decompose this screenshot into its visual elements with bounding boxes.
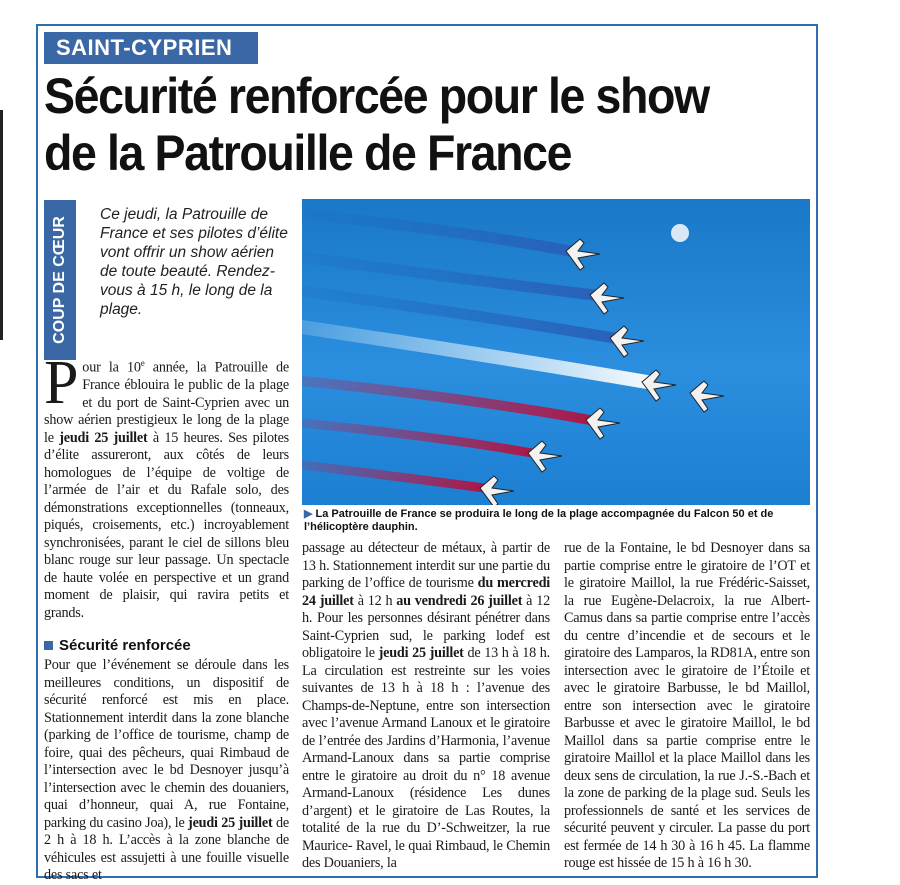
body-text: de 13 h à 18 h. La circulation est restreinte sur les voies suivantes de 13 h à 18 h : l’avenue des Champs-de-Neptune, entre son intersection avec l’avenue Armand Lanoux et le giratoire de l’entrée des Jardins d’Harmonia, l’avenue Armand-Lanoux dans sa partie comprise entre le giratoire au droit du n° 18 avenue Armand-Lanoux (résidence Les dunes d’argent) et le giratoire de Las Routes, la totalité de la rue du D’-Schweitzer, la rue Maurice- Ravel, le quai Rimbaud, le Chemin des Douaniers, la	[302, 645, 550, 871]
caption-bullet-icon: ▶	[304, 508, 313, 520]
patrouille-photo	[302, 199, 810, 505]
superscript: e	[140, 358, 145, 368]
trail-red-2	[302, 423, 532, 453]
body-text: année, la Patrouille de France éblouira le public de la plage et du port de Saint-Cyprien avec un show aérien prestigieux le long de la plage le	[44, 359, 289, 446]
body-text: rue de la Fontaine, le bd Desnoyer dans sa partie comprise entre le giratoire de l’OT et le giratoire Maillol, la rue Frédéric-Saisset, la rue Eugène-Delacroix, la rue Albert-Camus dans sa partie comprise entre l’accès du centre d’incendie et de secours et le giratoire des Lamparos, la RD81A, entre son intersection avec le giratoire de l’Étoile et avec le giratoire Barbusse, le bd Maillol, entre son intersection avec le giratoire Barbusse et avec le giratoire Maillol, le bd Maillol dans sa partie comprise entre le giratoire Maillol et la place Maillol dans les deux sens de circulation, la rue J.-S.-Bach et la zone de parking de la plage sud. Seuls les professionnels de santé et les services de sécurité peuvent y circuler. La passe du port est fermée de 14 h 30 à 16 h 45. La flamme rouge est hissée de 15 h à 16 h 30.	[564, 540, 810, 871]
date-highlight: jeudi 25 juillet	[378, 645, 464, 661]
jet-icon	[566, 239, 600, 270]
body-text: à 12 h. Pour les personnes désirant pénétrer dans Saint-Cyprien sud, le parking lodef est obligatoire le	[302, 592, 550, 661]
body-text: passage au détecteur de métaux, à partir de 13 h. Stationnement interdit sur une partie du parking de l’office de tourisme	[302, 540, 550, 591]
trail-red-1	[302, 381, 590, 420]
headline	[44, 68, 760, 182]
jet-icon	[528, 441, 562, 472]
caption-text: La Patrouille de France se produira le long de la plage accompagnée du Falcon 50 et de l’hélicoptère dauphin.	[304, 508, 774, 533]
body-column-1	[44, 349, 290, 622]
date-highlight: jeudi 25 juillet	[188, 814, 273, 831]
body-column-3	[564, 540, 810, 873]
body-text: de 2 h à 18 h. L’accès à la zone blanche de véhicules est assujetti à une fouille visuelle des sacs et	[44, 814, 289, 883]
trail-red-3	[302, 465, 484, 488]
jet-icon	[590, 283, 624, 314]
body-text: à 15 heures. Ses pilotes d’élite assureront, aux côtés de leurs homologues de l’équipe de voltige de l’armée de l’air et du Rafale solo, des démonstrations exceptionnelles (tonneaux, piqués, croisements, etc.) incroyablement synchronisées, parant le ciel de sillons bleu blanc rouge sur leur passage. Un spectacle de haute volée en perspective et un grand moment de plaisir, qui ravira petits et grands.	[44, 429, 290, 621]
tab-label: COUP DE CŒUR	[51, 216, 68, 344]
subheading-text: Sécurité renforcée	[59, 637, 191, 654]
jet-icon	[642, 370, 676, 401]
date-highlight: du mercredi 24 juillet	[302, 575, 550, 609]
headline-line-1: Sécurité renforcée pour le show	[44, 68, 709, 124]
date-highlight: au vendredi 26 juillet	[396, 592, 523, 609]
trail-blue-1	[302, 214, 570, 251]
body-text: Pour que l’événement se déroule dans les meilleures conditions, un dispositif de sécurité renforcé est mis en place. Stationnement interdit dans la zone blanche (parking de l’office de tourisme, champ de foire, quai des pêcheurs, quai Rimbaud de l’intersection avec le bd Desnoyer jusqu’à l’intersection avec le chemin des douaniers, quai d’honneur, quai A, rue Fontaine, parking du casino Joa), le	[44, 657, 289, 831]
subheading	[44, 637, 191, 654]
jet-icon	[690, 381, 724, 412]
moon	[671, 224, 689, 242]
photo-caption	[304, 508, 810, 534]
date-highlight: jeudi 25 juillet	[59, 429, 148, 446]
body-column-1-lower	[44, 657, 289, 885]
coup-de-coeur-tab	[44, 200, 76, 360]
square-bullet-icon	[44, 641, 53, 650]
dropcap: P	[44, 349, 79, 417]
location-kicker: SAINT-CYPRIEN	[44, 32, 258, 64]
jet-icon	[610, 326, 644, 357]
adjacent-column-edge	[0, 110, 3, 340]
headline-line-2: de la Patrouille de France	[44, 125, 572, 181]
body-text: à 12 h	[353, 592, 397, 609]
jet-icon	[480, 476, 514, 505]
trail-blue-2	[302, 257, 594, 295]
body-column-2	[302, 540, 550, 873]
intro-text: Ce jeudi, la Patrouille de France et ses pilotes d’élite vont offrir un show aérien de toute beauté. Rendez-vous à 15 h, le long de la plage.	[100, 206, 288, 318]
jets-illustration	[302, 199, 810, 505]
body-text: our la 10	[82, 359, 141, 376]
jet-icon	[586, 408, 620, 439]
